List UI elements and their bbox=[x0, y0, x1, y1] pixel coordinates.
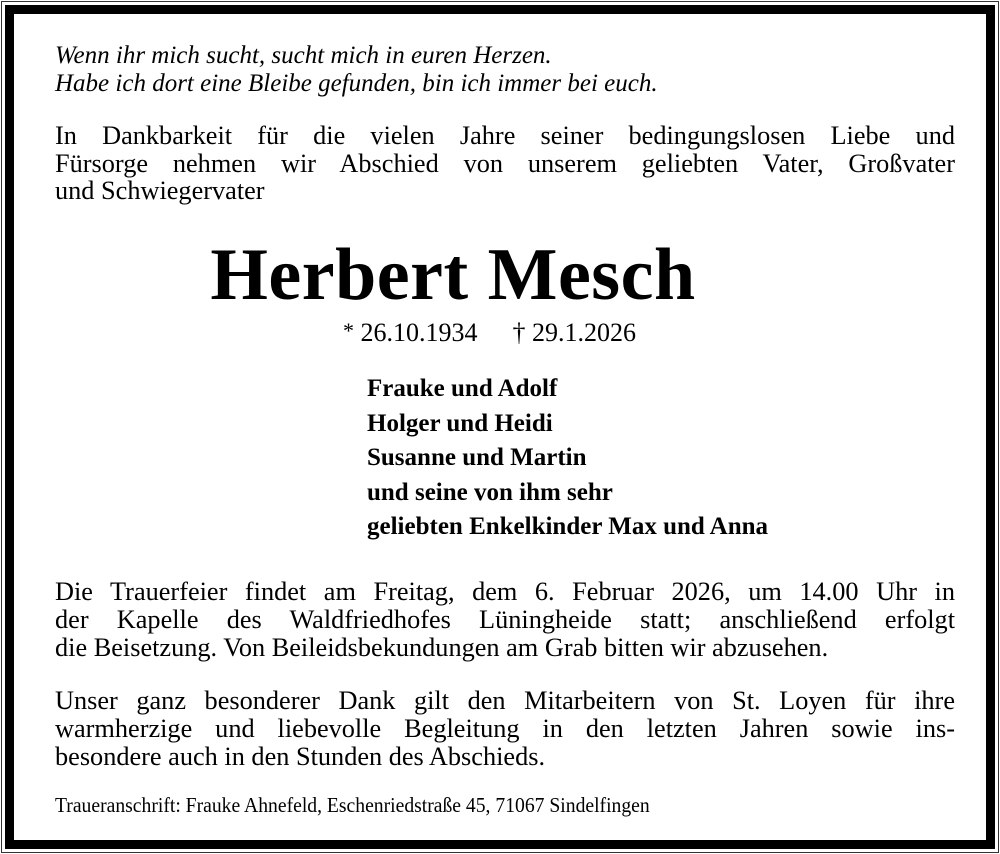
mourner-line: Frauke und Adolf bbox=[367, 375, 558, 402]
motto-quote bbox=[55, 42, 658, 98]
intro-line: Fürsorge nehmen wir Abschied von unserem geliebten Vater, Großvater bbox=[55, 148, 955, 178]
mourner-line: Susanne und Martin bbox=[367, 444, 587, 471]
intro-paragraph bbox=[55, 122, 955, 205]
death-cross-icon: † bbox=[512, 318, 526, 347]
motto-line: Habe ich dort eine Bleibe gefunden, bin ich immer bei euch. bbox=[55, 70, 658, 97]
mourner-line: Holger und Heidi bbox=[367, 409, 553, 437]
mourner-line: geliebten Enkelkinder Max und Anna bbox=[367, 513, 769, 540]
life-dates bbox=[343, 314, 636, 350]
death-date: 29.1.2026 bbox=[532, 318, 636, 347]
birth-star-icon: * bbox=[343, 318, 354, 343]
thanks-line: besondere auch in den Stunden des Abschieds. bbox=[55, 742, 546, 771]
mourners-list bbox=[367, 372, 768, 545]
thanks-paragraph bbox=[55, 687, 955, 771]
intro-line: In Dankbarkeit für die vielen Jahre seiner bedingungslosen Liebe und bbox=[55, 121, 955, 150]
motto-line: Wenn ihr mich sucht, sucht mich in euren Herzen. bbox=[55, 42, 552, 69]
ceremony-line: die Beisetzung. Von Beileidsbekundungen am Grab bitten wir abzusehen. bbox=[55, 633, 829, 662]
birth-date: 26.10.1934 bbox=[360, 318, 478, 347]
mourner-line: und seine von ihm sehr bbox=[367, 478, 613, 506]
intro-line: und Schwiegervater bbox=[55, 176, 265, 205]
ceremony-paragraph bbox=[55, 578, 955, 662]
thanks-line: Unser ganz besonderer Dank gilt den Mitarbeitern von St. Loyen für ihre bbox=[55, 686, 955, 715]
deceased-name: Herbert Mesch bbox=[210, 234, 696, 316]
obituary-notice bbox=[55, 0, 955, 854]
mourning-address: Traueranschrift: Frauke Ahnefeld, Eschenriedstraße 45, 71067 Sindelfingen bbox=[55, 793, 650, 817]
ceremony-line: Die Trauerfeier findet am Freitag, dem 6. Februar 2026, um 14.00 Uhr in bbox=[55, 577, 955, 606]
ceremony-line: der Kapelle des Waldfriedhofes Lüningheide statt; anschließend erfolgt bbox=[55, 605, 955, 634]
thanks-line: warmherzige und liebevolle Begleitung in den letzten Jahren sowie ins- bbox=[55, 714, 955, 743]
